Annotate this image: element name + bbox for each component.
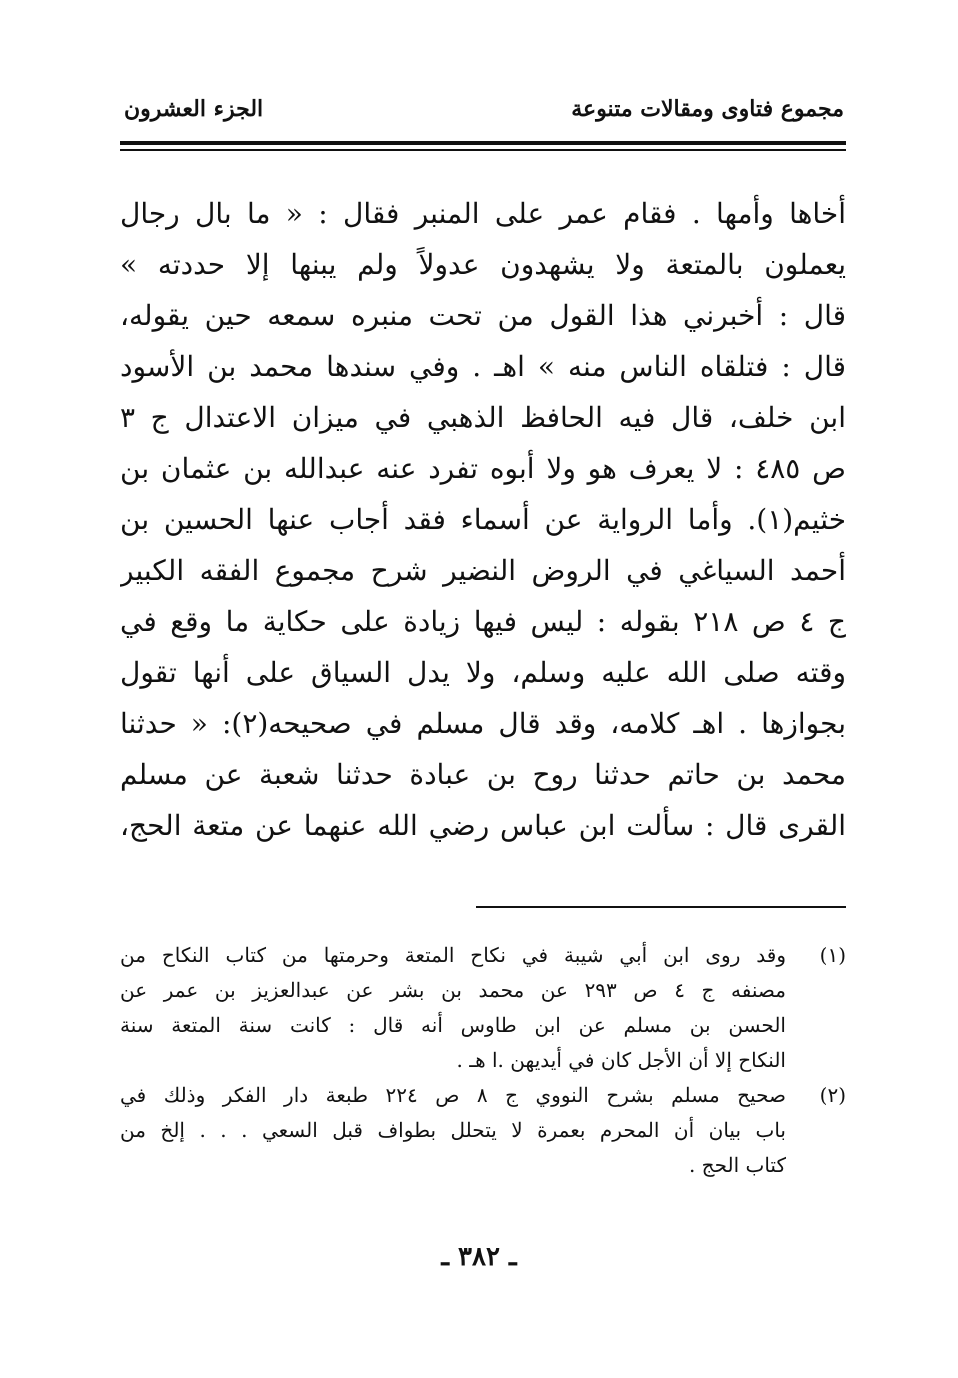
footnote-line: صحيح مسلم بشرح النووي ج ٨ ص ٢٢٤ طبعة دار الفكر وذلك في (120, 1083, 786, 1107)
footnote-separator (476, 906, 846, 908)
text-line: وقته صلى الله عليه وسلم، ولا يدل السياق على أنها تقول (120, 656, 846, 689)
header-rule-thick (120, 141, 846, 145)
footnote-number: (١) (819, 943, 846, 967)
text-line: بجوازها . اهـ كلامه، وقد قال مسلم في صحيحه(٢): « حدثنا (120, 707, 846, 740)
footnote-line: مصنفه ج ٤ ص ٢٩٣ عن محمد بن بشر عن عبدالعزيز بن عمر عن (120, 978, 786, 1002)
text-line: قال : فتلقاه الناس منه » اهـ . وفي سندها محمد بن الأسود (120, 350, 846, 383)
text-line: ج ٤ ص ٢١٨ بقوله : ليس فيها زيادة على حكاية ما وقع في (120, 605, 846, 638)
footnote-line: النكاح إلا أن الأجل كان في أيديهن .ا هـ . (456, 1048, 786, 1072)
text-line: أحمد السياغي في الروض النضير شرح مجموع الفقه الكبير (120, 554, 846, 587)
footnote-1 (120, 938, 846, 1078)
text-line: ابن خلف، قال فيه الحافظ الذهبي في ميزان الاعتدال ج ٣ (120, 401, 846, 434)
running-header (120, 92, 846, 132)
page-number: ـ ٣٨٢ ـ (441, 1242, 517, 1272)
text-line: محمد بن حاتم حدثنا روح بن عبادة حدثنا شعبة عن مسلم (120, 758, 846, 791)
footnote-line: باب بيان أن المحرم بعمرة لا يتحلل بطواف قبل السعي . . . إلخ من (120, 1118, 786, 1142)
text-line: قال : أخبرني هذا القول من تحت منبره سمعه حين يقوله، (120, 299, 846, 332)
footnote-body (120, 1078, 786, 1183)
footnote-2 (120, 1078, 846, 1183)
header-rule-thin (120, 149, 846, 151)
text-line: أخاها وأمها . فقام عمر على المنبر فقال : « ما بال رجال (120, 197, 846, 230)
footnote-line: كتاب الحج . (688, 1153, 786, 1177)
footnote-line: الحسن بن مسلم عن ابن طاوس أنه قال : كانت سنة المتعة سنة (120, 1013, 786, 1037)
book-title: مجموع فتاوى ومقالات متنوعة (571, 96, 844, 122)
text-line: خثيم(١). وأما الرواية عن أسماء فقد أجاب عنها الحسين بن (120, 503, 846, 536)
footnotes (120, 938, 846, 1183)
main-text (120, 188, 846, 851)
footnote-body (120, 938, 786, 1078)
text-line: ص ٤٨٥ : لا يعرف هو ولا أبوه تفرد عنه عبدالله بن عثمان بن (120, 452, 846, 485)
footnote-number: (٢) (819, 1083, 846, 1107)
volume-label: الجزء العشرون (124, 96, 264, 122)
text-line: يعملون بالمتعة ولا يشهدون عدولاً ولم يبنها إلا حددته » (120, 248, 846, 281)
text-line: القرى قال : سألت ابن عباس رضي الله عنهما عن متعة الحج، (120, 809, 846, 842)
footnote-line: وقد روى ابن أبي شيبة في نكاح المتعة وحرمتها من كتاب النكاح من (120, 943, 786, 967)
